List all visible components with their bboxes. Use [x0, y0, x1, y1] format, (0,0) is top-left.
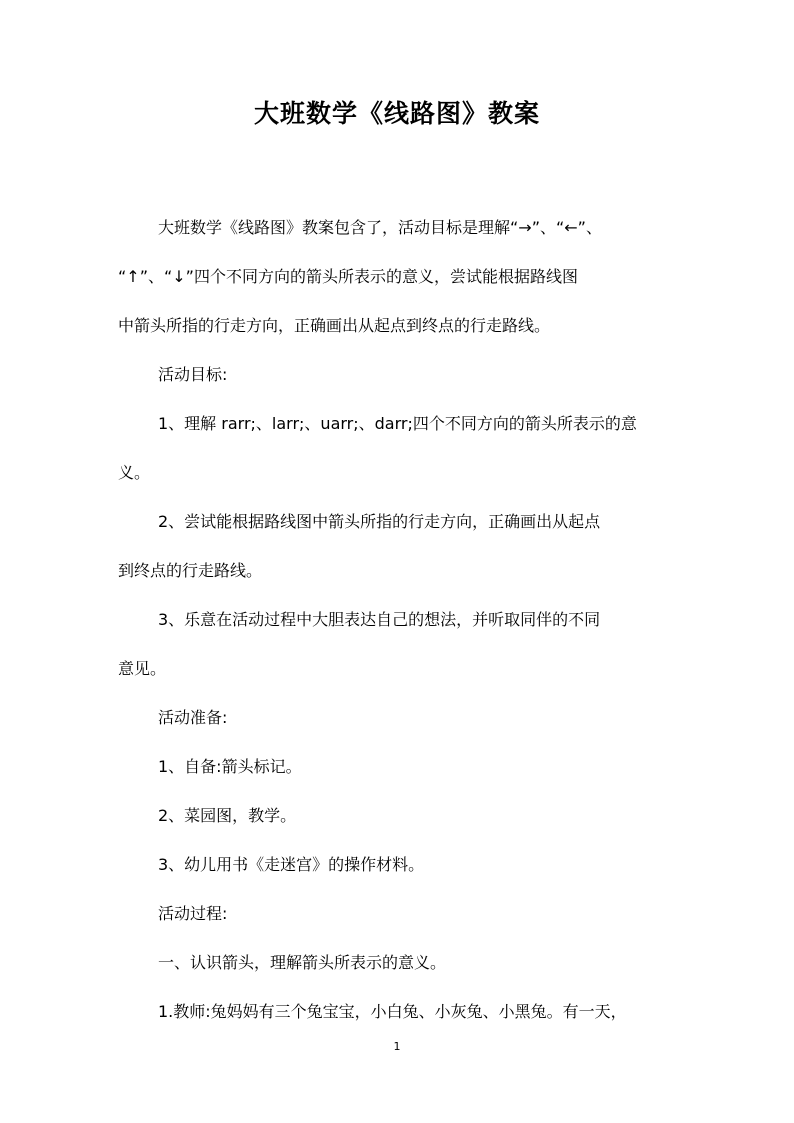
section-heading: 活动过程:: [158, 904, 228, 923]
section-heading: 活动准备:: [158, 708, 228, 727]
paragraph-line: 1、理解 rarr;、larr;、uarr;、darr;四个不同方向的箭头所表示的意: [158, 414, 637, 433]
paragraph-line: 2、尝试能根据路线图中箭头所指的行走方向，正确画出从起点: [158, 512, 601, 531]
paragraph-line: 3、乐意在活动过程中大胆表达自己的想法，并听取同伴的不同: [158, 610, 601, 629]
paragraph-line: 1.教师:兔妈妈有三个兔宝宝，小白兔、小灰兔、小黑兔。有一天，: [158, 1002, 627, 1021]
paragraph-line: 3、幼儿用书《走迷宫》的操作材料。: [158, 855, 425, 874]
paragraph-line: 义。: [118, 463, 151, 482]
paragraph-line: 1、自备:箭头标记。: [158, 757, 302, 776]
document-body: [118, 203, 678, 1036]
paragraph-line: 2、菜园图，教学。: [158, 806, 297, 825]
document-title: 大班数学《线路图》教案: [253, 99, 540, 128]
section-heading: 活动目标:: [158, 365, 228, 384]
page-number: 1: [393, 1040, 401, 1053]
paragraph-line: 到终点的行走路线。: [118, 561, 263, 580]
paragraph-line: 大班数学《线路图》教案包含了，活动目标是理解“→”、“←”、: [158, 218, 602, 237]
paragraph-line: 意见。: [118, 659, 167, 678]
paragraph-line: “↑”、“↓”四个不同方向的箭头所表示的意义，尝试能根据路线图: [118, 267, 578, 286]
paragraph-line: 中箭头所指的行走方向，正确画出从起点到终点的行走路线。: [118, 316, 551, 335]
paragraph-line: 一、认识箭头，理解箭头所表示的意义。: [158, 953, 447, 972]
